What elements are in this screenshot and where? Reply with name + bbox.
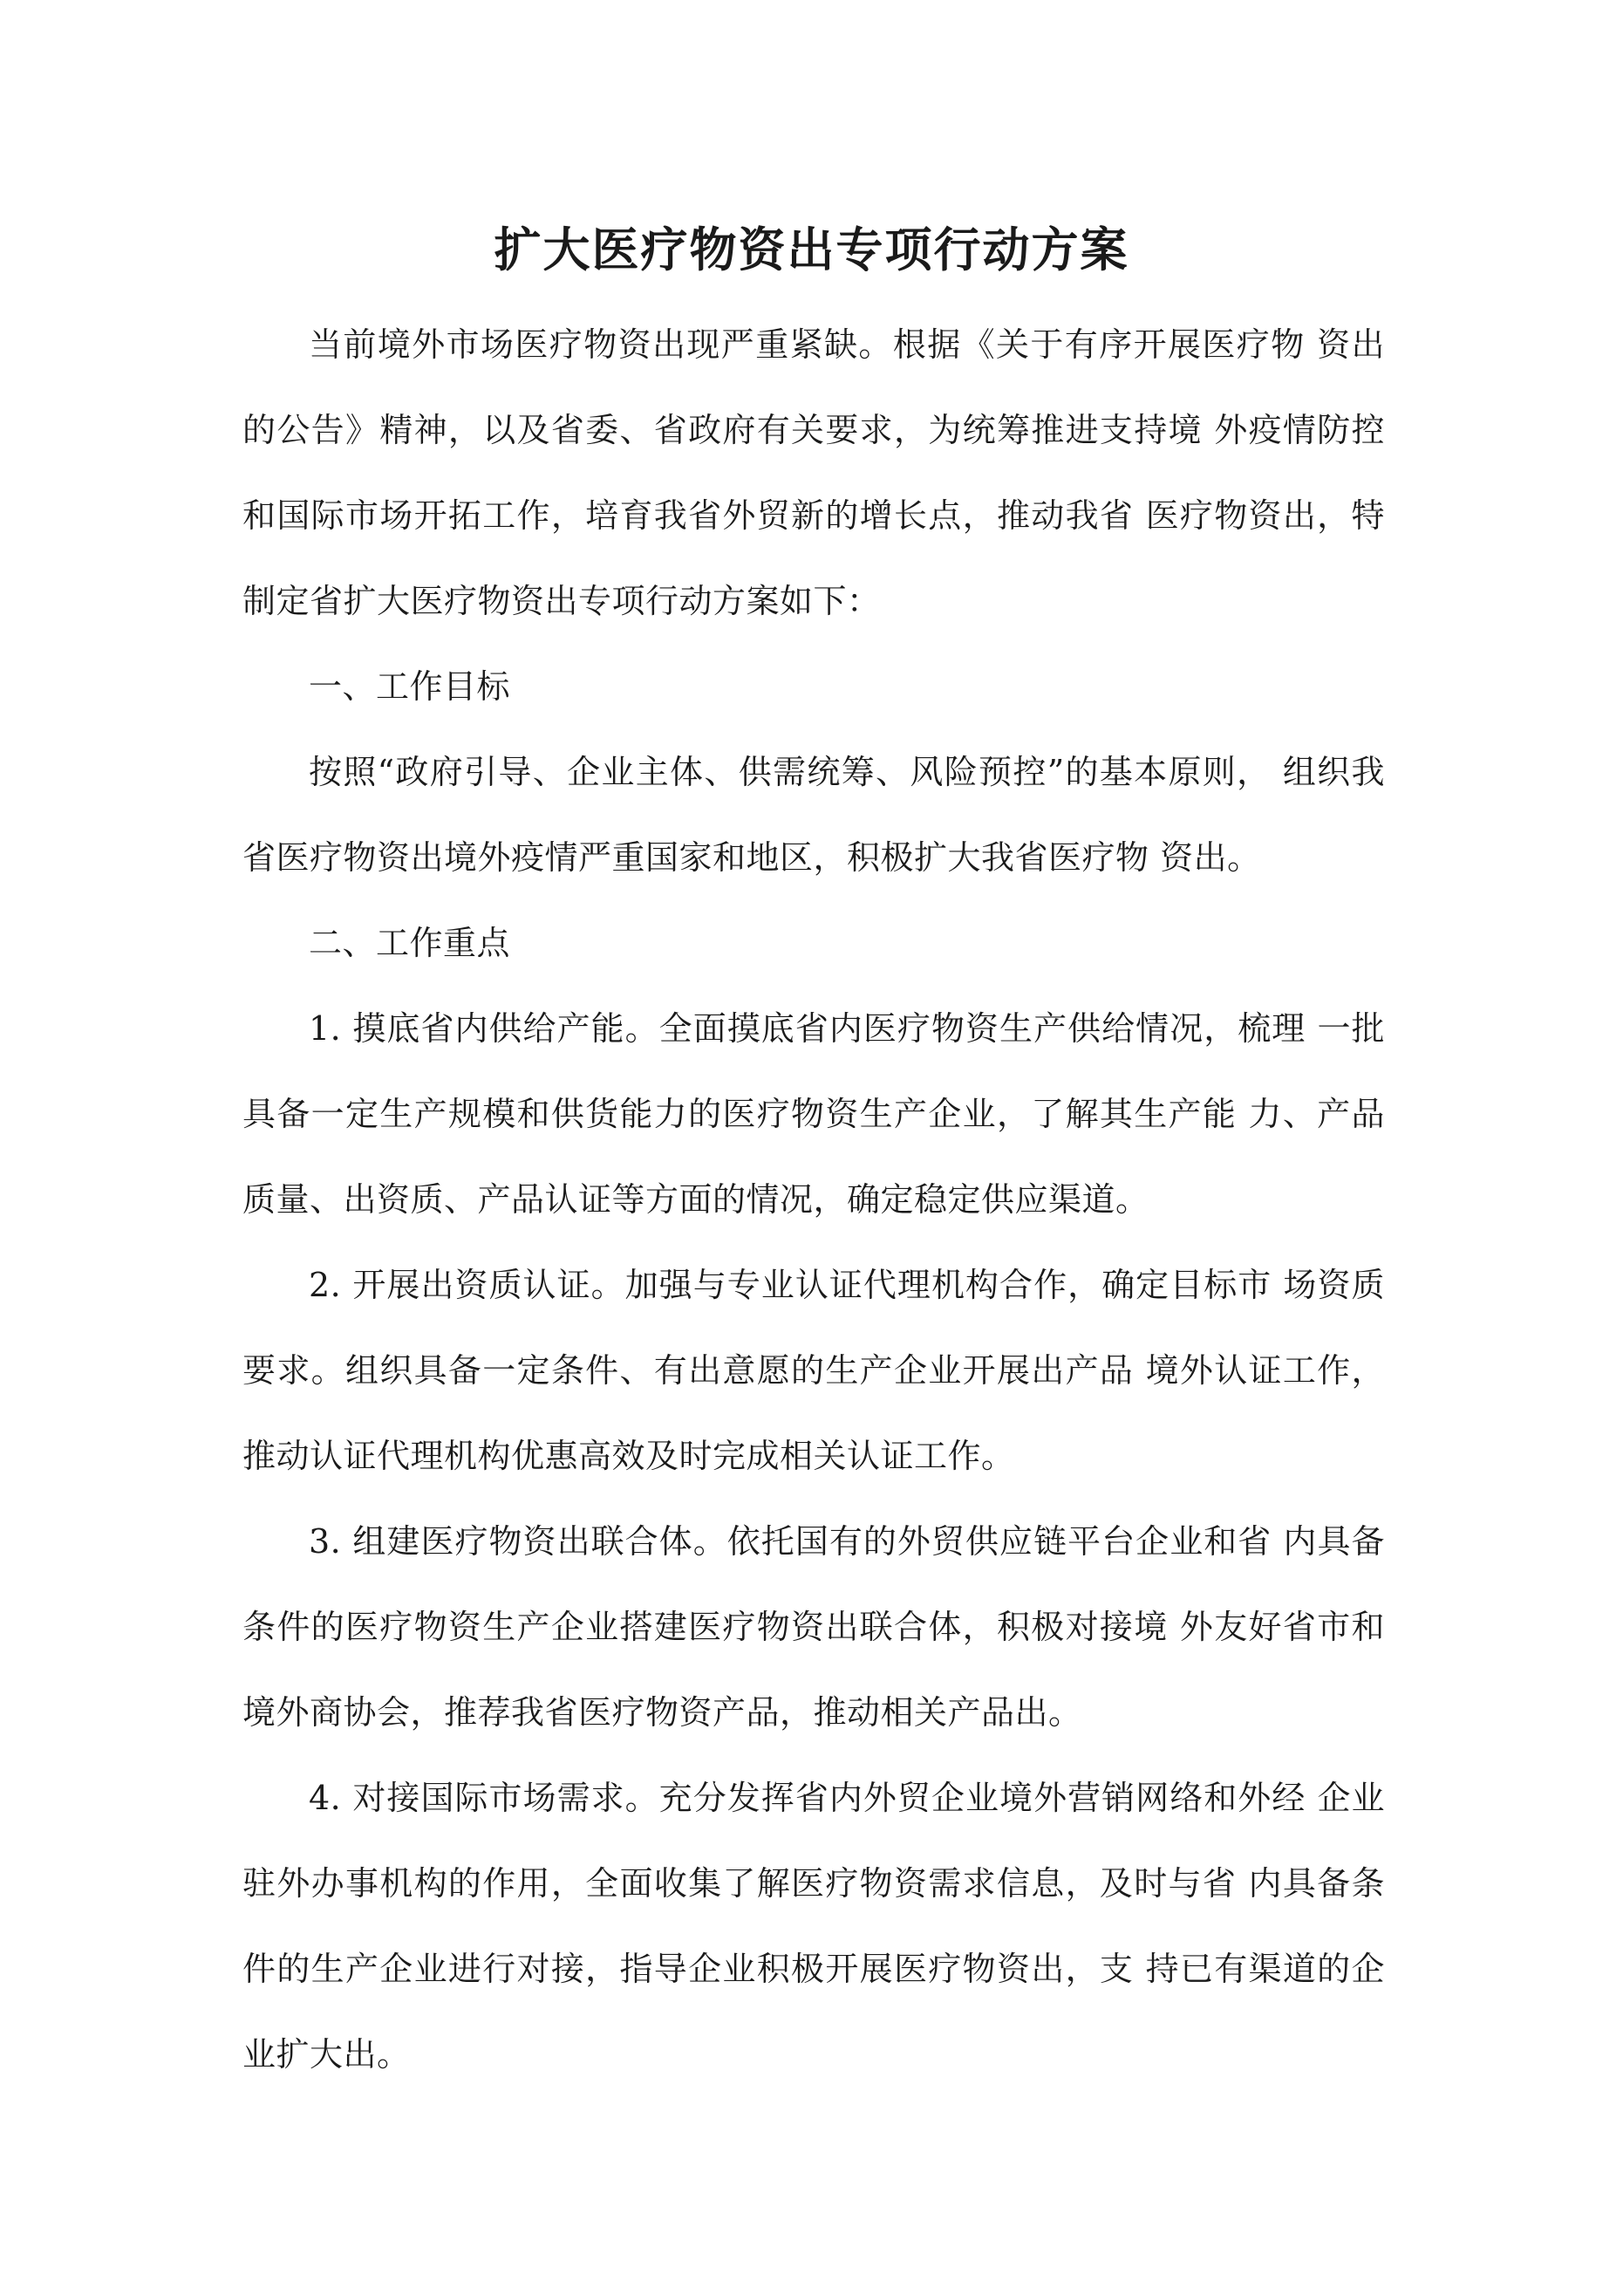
paragraph-item-1: 1. 摸底省内供给产能。全面摸底省内医疗物资生产供给情况，梳理 一批具备一定生产规模和供货能力的医疗物资生产企业，了解其生产能 力、产品质量、出资质、产品认证等方面的情况，确定稳定供应渠道。 (242, 1009, 1385, 1219)
section-heading-focus: 二、工作重点 (309, 924, 511, 962)
document-body (242, 302, 1385, 2097)
paragraph-item-3: 3. 组建医疗物资出联合体。依托国有的外贸供应链平台企业和省 内具备条件的医疗物资生产企业搭建医疗物资出联合体，积极对接境 外友好省市和境外商协会，推荐我省医疗物资产品，推动相关产品出。 (242, 1522, 1385, 1732)
paragraph-item-2: 2. 开展出资质认证。加强与专业认证代理机构合作，确定目标市 场资质要求。组织具备一定条件、有出意愿的生产企业开展出产品 境外认证工作，推动认证代理机构优惠高效及时完成相关认证工作。 (242, 1266, 1385, 1475)
document-title: 扩大医疗物资出专项行动方案 (494, 222, 1129, 278)
paragraph-item-4: 4. 对接国际市场需求。充分发挥省内外贸企业境外营销网络和外经 企业驻外办事机构的作用，全面收集了解医疗物资需求信息，及时与省 内具备条件的生产企业进行对接，指导企业积极开展医疗物资出，支 持已有渠道的企业扩大出。 (242, 1779, 1385, 2074)
section-heading-goals: 一、工作目标 (309, 667, 511, 706)
paragraph-intro: 当前境外市场医疗物资出现严重紧缺。根据《关于有序开展医疗物 资出的公告》精神，以及省委、省政府有关要求，为统筹推进支持境 外疫情防控和国际市场开拓工作，培育我省外贸新的增长点，推动我省 医疗物资出，特制定省扩大医疗物资出专项行动方案如下： (242, 325, 1385, 620)
paragraph-goals: 按照“政府引导、企业主体、供需统筹、风险预控”的基本原则， 组织我省医疗物资出境外疫情严重国家和地区，积极扩大我省医疗物 资出。 (242, 753, 1385, 877)
